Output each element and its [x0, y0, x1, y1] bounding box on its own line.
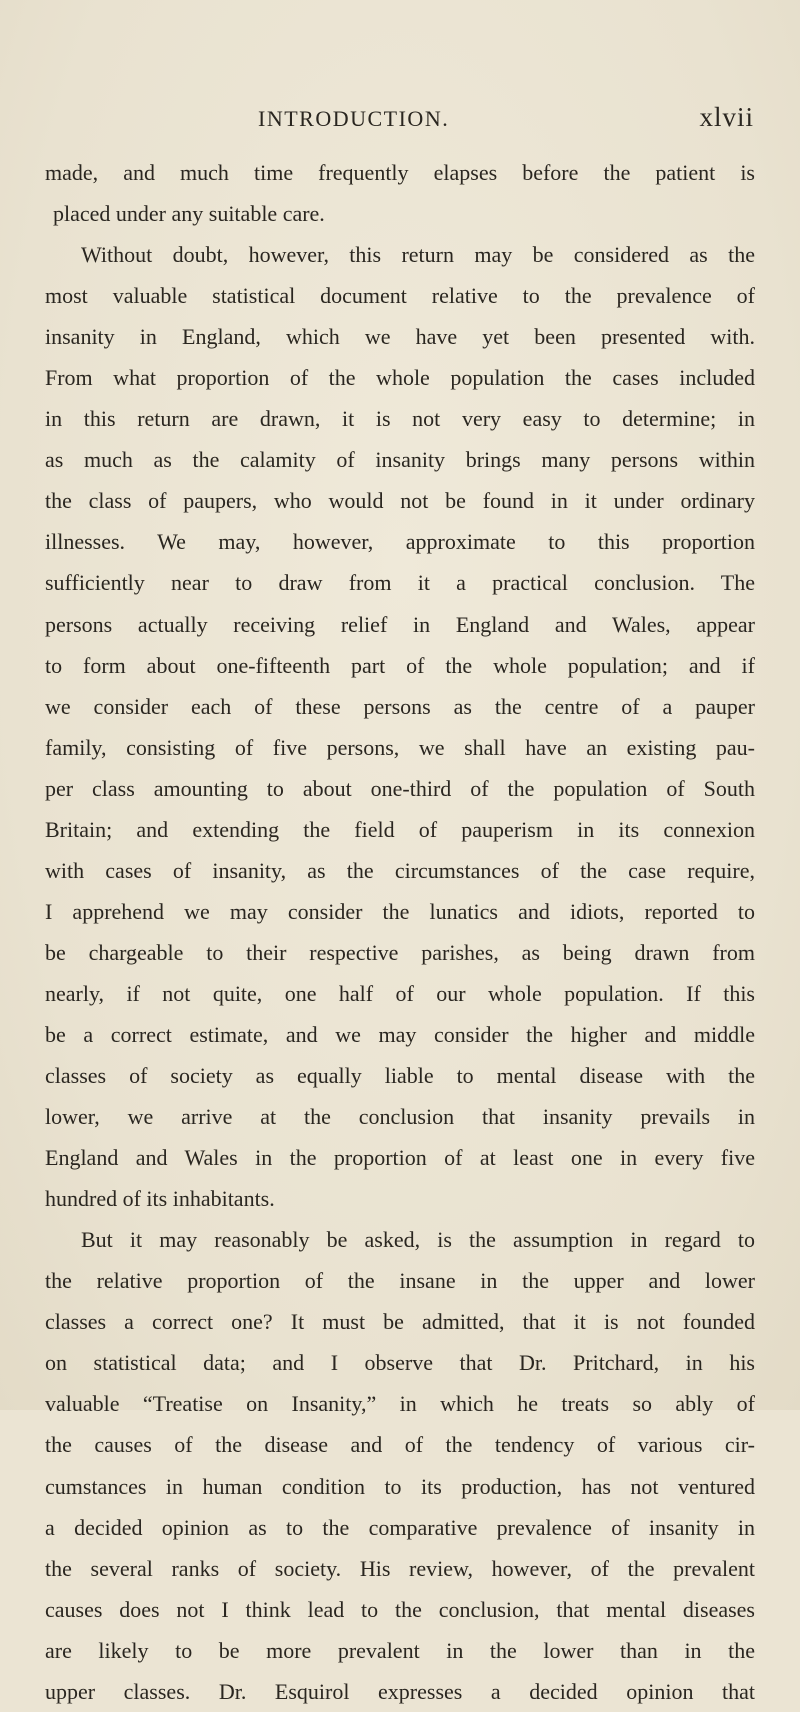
text-line: sufficiently near to draw from it a practical conclusion. The [45, 570, 755, 596]
text-line: be a correct estimate, and we may consider the higher and middle [45, 1021, 755, 1047]
text-line: insanity in England, which we have yet been presented with. [45, 324, 755, 350]
text-line: be chargeable to their respective parishes, as being drawn from [45, 939, 755, 965]
text-line: I apprehend we may consider the lunatics and idiots, reported to [45, 898, 755, 924]
text-line: the class of paupers, who would not be found in it under ordinary [45, 488, 755, 514]
text-line: made, and much time frequently elapses before the patient is [45, 160, 755, 185]
text-line: a decided opinion as to the comparative prevalence of insanity in [45, 1514, 755, 1540]
text-line: From what proportion of the whole population the cases included [45, 365, 755, 391]
text-line: the several ranks of society. His review, however, of the prevalent [45, 1555, 755, 1581]
text-line: causes does not I think lead to the conclusion, that mental diseases [45, 1596, 755, 1622]
text-line: classes of society as equally liable to mental disease with the [45, 1063, 755, 1089]
text-line: with cases of insanity, as the circumstances of the case require, [45, 857, 755, 883]
text-line: illnesses. We may, however, approximate to this proportion [45, 529, 755, 555]
running-title: INTRODUCTION. [258, 106, 450, 131]
text-line: persons actually receiving relief in England and Wales, appear [45, 611, 755, 637]
running-head [0, 96, 800, 136]
text-line: nearly, if not quite, one half of our whole population. If this [45, 980, 755, 1006]
paragraph-start-line: But it may reasonably be asked, is the assumption in regard to [81, 1227, 755, 1253]
text-line: the causes of the disease and of the tendency of various cir- [45, 1432, 755, 1458]
text-line: in this return are drawn, it is not very easy to determine; in [45, 406, 755, 432]
text-line: are likely to be more prevalent in the lower than in the [45, 1637, 755, 1663]
paragraph-start-line: Without doubt, however, this return may be considered as the [81, 242, 755, 268]
text-line: cumstances in human condition to its production, has not ventured [45, 1473, 755, 1499]
text-line: family, consisting of five persons, we shall have an existing pau- [45, 734, 755, 760]
text-line: the relative proportion of the insane in the upper and lower [45, 1268, 755, 1294]
text-line: per class amounting to about one-third of the population of South [45, 775, 755, 801]
text-line: on statistical data; and I observe that Dr. Pritchard, in his [45, 1350, 755, 1376]
text-line: most valuable statistical document relative to the prevalence of [45, 283, 755, 309]
text-line: valuable “Treatise on Insanity,” in which he treats so ably of [45, 1391, 755, 1417]
text-line: classes a correct one? It must be admitted, that it is not founded [45, 1309, 755, 1335]
text-line: upper classes. Dr. Esquirol expresses a decided opinion that [45, 1678, 755, 1704]
text-line: we consider each of these persons as the centre of a pauper [45, 693, 755, 719]
text-line: as much as the calamity of insanity brings many persons within [45, 447, 755, 473]
text-line: lower, we arrive at the conclusion that insanity prevails in [45, 1104, 755, 1130]
text-line: hundred of its inhabitants. [45, 1186, 275, 1212]
text-line: to form about one-fifteenth part of the whole population; and if [45, 652, 755, 678]
text-line: England and Wales in the proportion of at least one in every five [45, 1145, 755, 1171]
body-text [45, 152, 755, 1712]
text-line: placed under any suitable care. [53, 201, 325, 227]
page-number: xlvii [699, 102, 754, 132]
text-line: Britain; and extending the field of pauperism in its connexion [45, 816, 755, 842]
